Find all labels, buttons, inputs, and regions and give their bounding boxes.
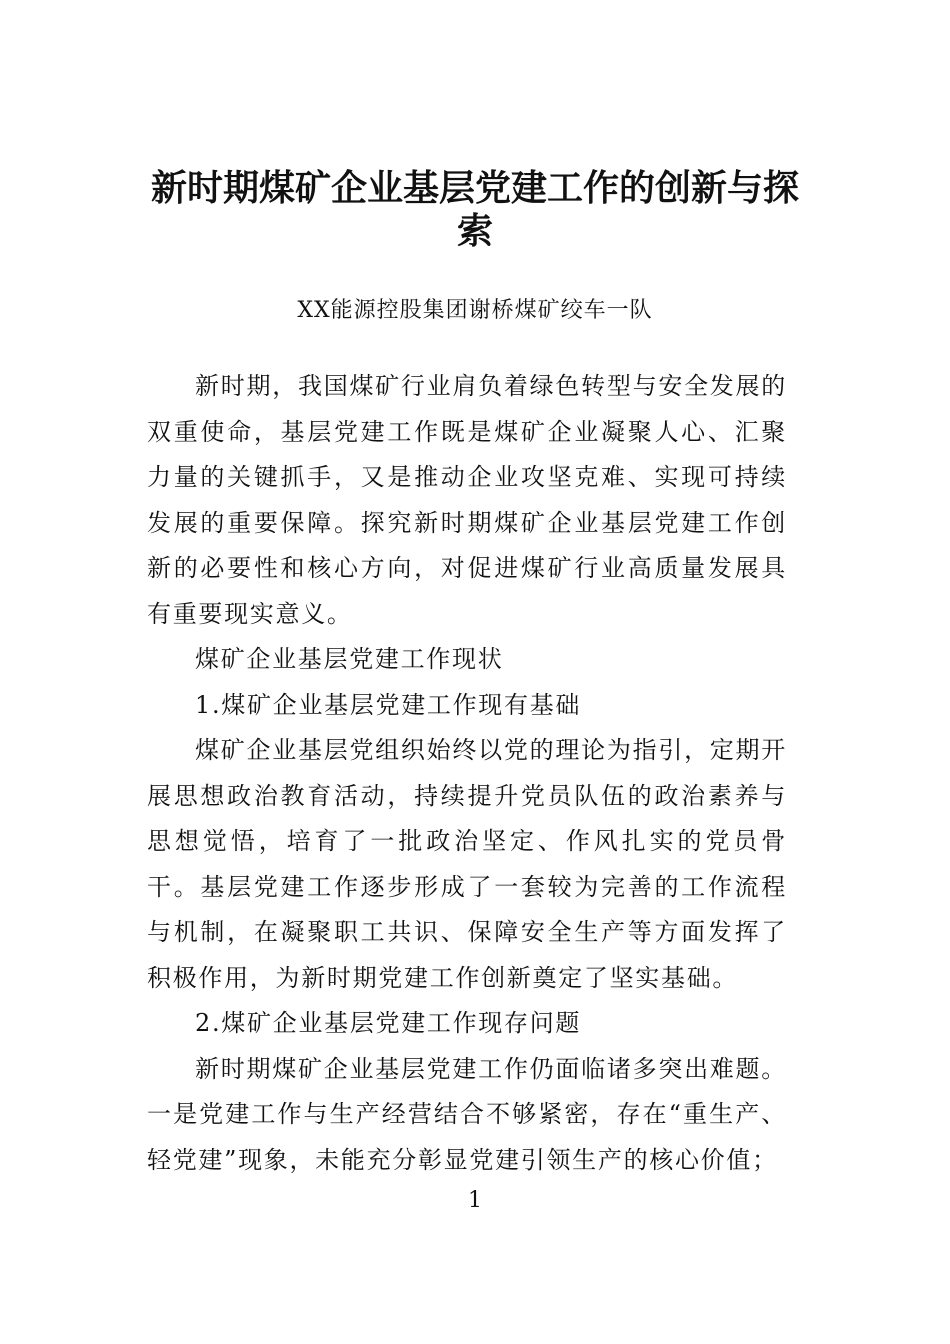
intro-paragraph: 新时期，我国煤矿行业肩负着绿色转型与安全发展的双重使命，基层党建工作既是煤矿企业凝聚人心、汇聚力量的关键抓手，又是推动企业攻坚克难、实现可持续发展的重要保障。探究新时期煤矿企业基层党建工作创新的必要性和核心方向，对促进煤矿行业高质量发展具有重要现实意义。 [147,372,787,628]
subsection-heading-1: 1.煤矿企业基层党建工作现有基础 [195,690,582,719]
author-affiliation: XX能源控股集团谢桥煤矿绞车一队 [297,298,653,323]
document-title-line-1: 新时期煤矿企业基层党建工作的创新与探 [150,168,799,209]
document-body [147,364,787,1183]
subsection-heading-2: 2.煤矿企业基层党建工作现存问题 [195,1009,582,1037]
page-number: 1 [468,1188,482,1213]
subsection-paragraph-1: 煤矿企业基层党组织始终以党的理论为指引，定期开展思想政治教育活动，持续提升党员队伍的政治素养与思想觉悟，培育了一批政治坚定、作风扎实的党员骨干。基层党建工作逐步形成了一套较为完善的工作流程与机制，在凝聚职工共识、保障安全生产等方面发挥了积极作用，为新时期党建工作创新奠定了坚实基础。 [147,736,787,992]
document-title-line-2: 索 [456,211,493,252]
section-heading: 煤矿企业基层党建工作现状 [195,645,504,673]
subsection-paragraph-2: 新时期煤矿企业基层党建工作仍面临诸多突出难题。一是党建工作与生产经营结合不够紧密，存在“重生产、轻党建”现象，未能充分彰显党建引领生产的核心价值； [147,1054,787,1174]
